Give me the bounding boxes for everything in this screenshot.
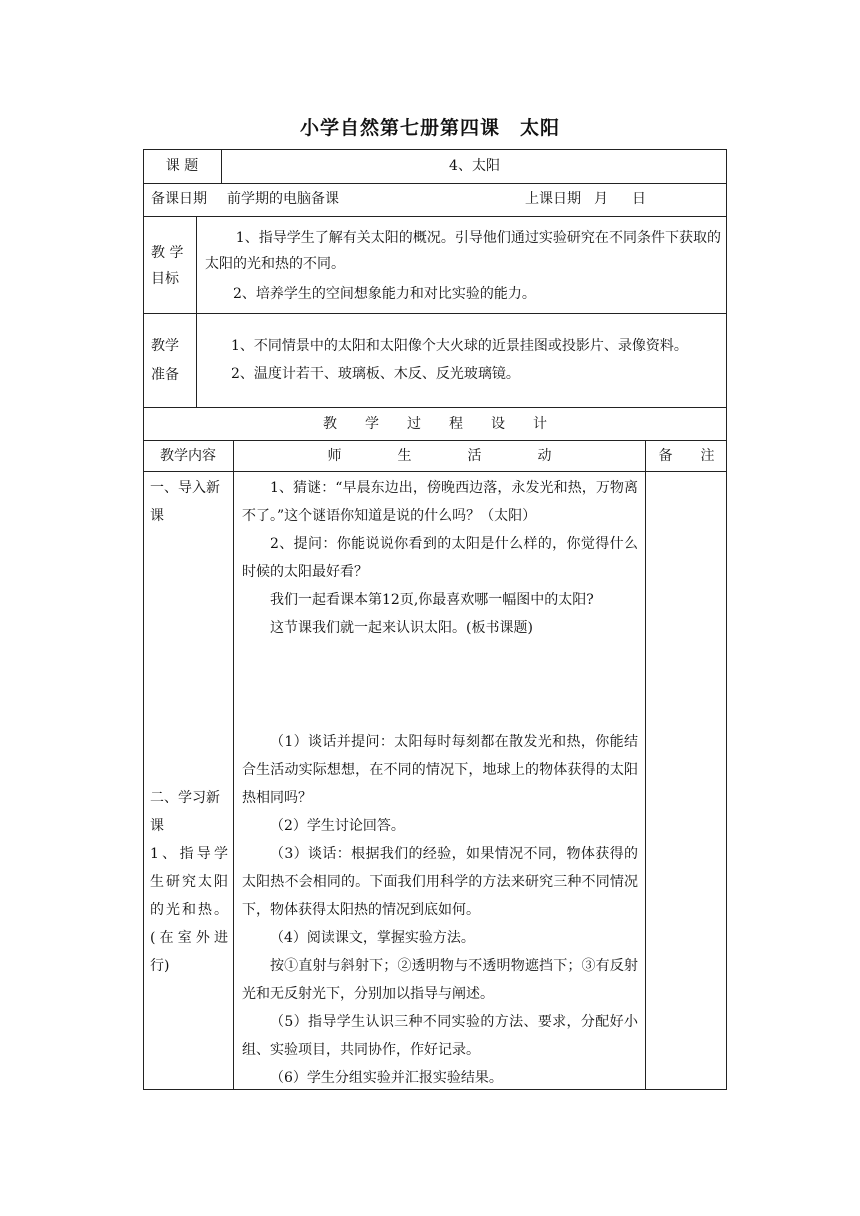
objectives-label-line2: 目标 xyxy=(151,271,179,287)
class-date-label: 上课日期 xyxy=(525,191,581,207)
row-divider xyxy=(143,407,727,408)
activity-paragraph: （6）学生分组实验并汇报实验结果。 xyxy=(270,1070,503,1086)
activity-paragraph: 我们一起看课本第12页,你最喜欢哪一幅图中的太阳? xyxy=(270,592,594,608)
row-divider xyxy=(143,471,727,472)
activity-paragraph: 按①直射与斜射下；②透明物与不透明物遮挡下；③有反射光和无反射光下，分别加以指导与阐述。 xyxy=(242,958,638,1002)
column-header-notes: 备 注 xyxy=(658,448,715,464)
row-divider xyxy=(143,440,727,441)
objectives-text xyxy=(205,225,721,307)
activity-paragraph: 2、提问：你能说说你看到的太阳是什么样的，你觉得什么时候的太阳最好看？ xyxy=(242,536,638,580)
row-divider xyxy=(143,313,727,314)
column-divider xyxy=(645,440,646,1090)
class-date-month: 月 xyxy=(594,191,608,207)
objectives-label-line1: 教 学 xyxy=(151,245,184,261)
preparation-label-line1: 教学 xyxy=(151,338,179,354)
column-divider xyxy=(196,216,197,407)
preparation-item: 2、温度计若干、玻璃板、木反、反光玻璃镜。 xyxy=(231,366,520,382)
activity-paragraph: （1）谈话并提问：太阳每时每刻都在散发光和热，你能结合生活动实际想想，在不同的情况下，地球上的物体获得的太阳热相同吗？ xyxy=(242,734,638,806)
row-divider xyxy=(143,183,727,184)
section2-sublabel: 1、指导学生研究太阳的光和热。(在室外进行) xyxy=(150,846,228,974)
column-header-activity: 师 生 活 动 xyxy=(327,448,552,464)
section1-label: 一、导入新课 xyxy=(150,480,220,524)
column-divider xyxy=(233,440,234,1090)
section2-label: 二、学习新课 xyxy=(150,790,220,834)
activity-paragraph: （3）谈话：根据我们的经验，如果情况不同，物体获得的太阳热不会相同的。下面我们用科学的方法来研究三种不同情况下，物体获得太阳热的情况到底如何。 xyxy=(242,846,638,918)
objective-item: 2、培养学生的空间想象能力和对比实验的能力。 xyxy=(233,286,536,302)
column-header-content: 教学内容 xyxy=(160,448,216,464)
section1-activities xyxy=(242,474,638,642)
objective-item: 1、指导学生了解有关太阳的概况。引导他们通过实验研究在不同条件下获取的太阳的光和热的不同。 xyxy=(205,230,721,272)
topic-value: 4、太阳 xyxy=(449,158,500,174)
row-divider xyxy=(143,216,727,217)
activity-paragraph: （2）学生讨论回答。 xyxy=(270,818,405,834)
preparation-item: 1、不同情景中的太阳和太阳像个大火球的近景挂图或投影片、录像资料。 xyxy=(231,338,688,354)
preparation-label-line2: 准备 xyxy=(151,367,179,383)
prep-date-value: 前学期的电脑备课 xyxy=(227,191,339,207)
activity-paragraph: （5）指导学生认识三种不同实验的方法、要求，分配好小组、实验项目，共同协作，作好记录。 xyxy=(242,1014,638,1058)
activity-paragraph: （4）阅读课文，掌握实验方法。 xyxy=(270,930,475,946)
topic-label: 课 题 xyxy=(165,158,199,174)
activity-paragraph: 1、猜谜：“早晨东边出，傍晚西边落，永发光和热，万物离不了。”这个谜语你知道是说的什么吗？（太阳） xyxy=(242,480,638,524)
activity-paragraph: 这节课我们就一起来认识太阳。(板书课题) xyxy=(270,620,533,636)
section2-activities xyxy=(242,728,638,1092)
preparation-text xyxy=(203,333,727,387)
prep-date-label: 备课日期 xyxy=(151,191,207,207)
class-date-day: 日 xyxy=(632,191,646,207)
document-title: 小学自然第七册第四课 太阳 xyxy=(299,117,560,139)
process-header: 教 学 过 程 设 计 xyxy=(323,416,547,432)
